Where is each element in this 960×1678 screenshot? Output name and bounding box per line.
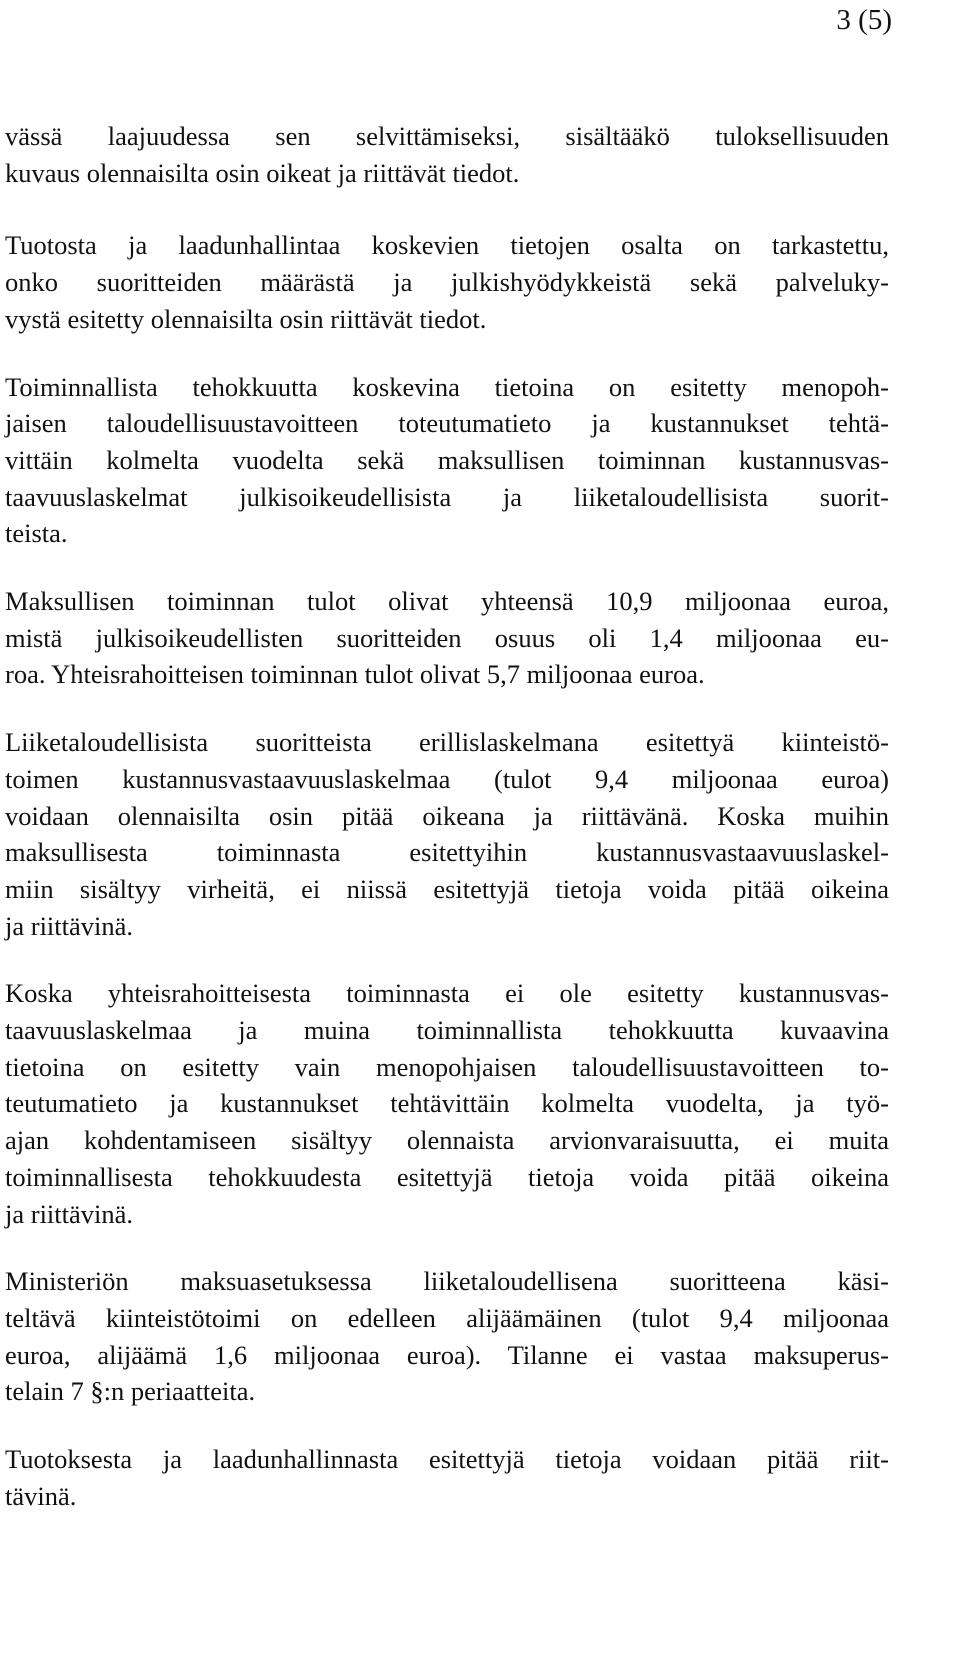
text-line: Tuotosta ja laadunhallintaa koskevien tietojen osalta on tarkastettu, <box>5 230 889 261</box>
text-line: telain 7 §:n periaatteita. <box>5 1376 256 1407</box>
text-line: toiminnallisesta tehokkuudesta esitettyjä tietoja voida pitää oikeina <box>5 1161 889 1192</box>
paragraph <box>5 1263 889 1410</box>
text-line: Ministeriön maksuasetuksessa liiketaloudellisena suoritteena käsi- <box>5 1266 889 1297</box>
text-line: Maksullisen toiminnan tulot olivat yhteensä 10,9 miljoonaa euroa, <box>5 586 889 617</box>
paragraph <box>5 724 889 944</box>
paragraph <box>5 583 889 693</box>
text-line: miin sisältyy virheitä, ei niissä esitettyjä tietoja voida pitää oikeina <box>5 873 889 904</box>
text-line: vystä esitetty olennaisilta osin riittävät tiedot. <box>5 303 487 334</box>
text-line: jaisen taloudellisuustavoitteen toteutumatieto ja kustannukset tehtä- <box>5 408 889 439</box>
text-line: vässä laajuudessa sen selvittämiseksi, sisältääkö tuloksellisuuden <box>5 121 889 151</box>
text-line: ajan kohdentamiseen sisältyy olennaista arvionvaraisuutta, ei muita <box>5 1125 889 1156</box>
text-line: roa. Yhteisrahoitteisen toiminnan tulot olivat 5,7 miljoonaa euroa. <box>5 659 705 690</box>
paragraph <box>5 1441 889 1514</box>
text-line: Toiminnallista tehokkuutta koskevina tietoina on esitetty menopoh- <box>5 371 889 402</box>
text-line: ja riittävinä. <box>5 910 134 941</box>
text-line: tietoina on esitetty vain menopohjaisen taloudellisuustavoitteen to- <box>5 1051 889 1082</box>
text-line: taavuuslaskelmaa ja muina toiminnallista tehokkuutta kuvaavina <box>5 1015 889 1046</box>
paragraph <box>5 975 889 1232</box>
text-line: taavuuslaskelmat julkisoikeudellisista ja liiketaloudellisista suorit- <box>5 481 889 512</box>
text-line: teutumatieto ja kustannukset tehtävittäin kolmelta vuodelta, ja työ- <box>5 1088 889 1119</box>
text-line: Tuotoksesta ja laadunhallinnasta esitettyjä tietoja voidaan pitää riit- <box>5 1444 889 1475</box>
text-line: ja riittävinä. <box>5 1198 134 1229</box>
paragraph <box>5 118 889 191</box>
paragraph <box>5 227 889 337</box>
document-body <box>5 118 889 1546</box>
text-line: euroa, alijäämä 1,6 miljoonaa euroa). Tilanne ei vastaa maksuperus- <box>5 1339 889 1370</box>
text-line: vittäin kolmelta vuodelta sekä maksullisen toiminnan kustannusvas- <box>5 444 889 475</box>
text-line: kuvaus olennaisilta osin oikeat ja riittävät tiedot. <box>5 157 520 188</box>
text-line: mistä julkisoikeudellisten suoritteiden osuus oli 1,4 miljoonaa eu- <box>5 622 889 653</box>
text-line: Koska yhteisrahoitteisesta toiminnasta ei ole esitetty kustannusvas- <box>5 978 889 1009</box>
text-line: teista. <box>5 518 68 549</box>
text-line: teltävä kiinteistötoimi on edelleen alijäämäinen (tulot 9,4 miljoonaa <box>5 1302 889 1333</box>
text-line: toimen kustannusvastaavuuslaskelmaa (tulot 9,4 miljoonaa euroa) <box>5 763 889 794</box>
text-line: tävinä. <box>5 1480 77 1511</box>
text-line: voidaan olennaisilta osin pitää oikeana ja riittävänä. Koska muihin <box>5 800 889 831</box>
text-line: onko suoritteiden määrästä ja julkishyödykkeistä sekä palveluky- <box>5 267 889 298</box>
text-line: Liiketaloudellisista suoritteista erillislaskelmana esitettyä kiinteistö- <box>5 727 889 758</box>
paragraph <box>5 369 889 553</box>
text-line: maksullisesta toiminnasta esitettyihin kustannusvastaavuuslaskel- <box>5 837 889 868</box>
page-number: 3 (5) <box>836 4 892 36</box>
